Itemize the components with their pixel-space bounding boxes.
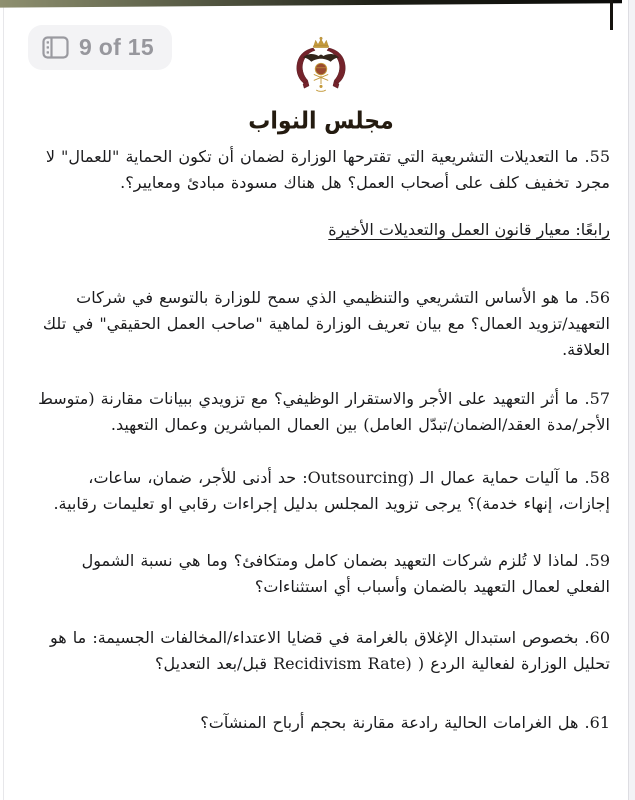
- question-59: 59. لماذا لا تُلزم شركات التعهيد بضمان كامل ومتكافئ؟ وما هي نسبة الشمول الفعلي لعمال التعهيد بالضمان وأسباب أي استثناءات؟: [81, 551, 610, 596]
- photo-artifact-tick: [610, 0, 613, 30]
- section-heading: رابعًا: معيار قانون العمل والتعديلات الأخيرة: [328, 220, 610, 239]
- page-left-edge: [3, 6, 4, 800]
- document-page: [0, 36, 635, 736]
- question-58: 58. ما آليات حماية عمال الـ (Outsourcing: حد أدنى للأجر، ضمان، ساعات، إجازات، إنهاء خدمة)؟ يرجى تزويد المجلس بدليل إجراءات رقابي او تعليمات رقابية.: [53, 468, 610, 513]
- page-right-edge: [628, 0, 635, 800]
- question-56: 56. ما هو الأساس التشريعي والتنظيمي الذي سمح للوزارة بالتوسع في شركات التعهيد/تزويد العمال؟ مع بيان تعريف الوزارة لماهية "صاحب العمل الحقيقي" في تلك العلاقة.: [42, 288, 610, 359]
- question-55: 55. ما التعديلات التشريعية التي تقترحها الوزارة لضمان أن تكون الحماية "للعمال" لا مجرد تخفيف كلف على أصحاب العمل؟ هل هناك مسودة مبادئ ومعايير؟.: [45, 147, 610, 192]
- photo-edge-strip: [0, 0, 622, 8]
- jordan-royal-crest-emblem: [285, 87, 357, 106]
- question-61: 61. هل الغرامات الحالية رادعة مقارنة بحجم أرباح المنشآت؟: [200, 713, 610, 732]
- page-indicator-label: 9 of 15: [79, 34, 154, 60]
- page-indicator-badge[interactable]: [28, 25, 172, 70]
- pages-thumbnail-icon: [42, 36, 69, 59]
- org-calligraphy: مجلس النواب: [248, 106, 394, 136]
- question-60: 60. بخصوص استبدال الإغلاق بالغرامة في قضايا الاعتداء/المخالفات الجسيمة: ما هو تحليل الوزارة لفعالية الردع ( (Recidivism Rate قبل/بعد التعديل؟: [50, 628, 610, 673]
- question-57: 57. ما أثر التعهيد على الأجر والاستقرار الوظيفي؟ مع تزويدي ببيانات مقارنة (متوسط الأجر/مدة العقد/الضمان/تبدّل العامل) بين العمال المباشرين وعمال التعهيد.: [38, 389, 610, 434]
